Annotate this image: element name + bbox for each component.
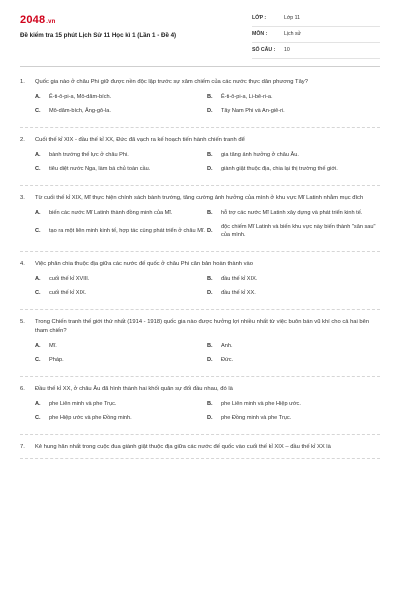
answer-options [35,342,380,364]
question-text [20,136,380,145]
question-item [20,318,380,377]
option-letter: A. [35,210,41,216]
info-row-subject [252,29,380,43]
info-label: MÔN : [252,31,268,37]
question-body: Trong Chiến tranh thế giới thứ nhất (1914 - 1918) quốc gia nào được hưởng lợi nhiều nhất từ việc buôn bán vũ khí cho cả hai bên tham chiến? [35,319,370,334]
option-letter: D. [207,290,213,296]
answer-row [35,275,380,283]
option-letter: A. [35,94,41,100]
option-letter: C. [35,108,41,114]
answer-row [35,400,380,408]
option-letter: B. [207,343,213,349]
option-letter: A. [35,401,41,407]
option-letter: C. [35,357,41,363]
question-item [20,136,380,186]
option-letter: A. [35,276,41,282]
option-text: tạo ra một liên minh kinh tế, hợp tác cùng phát triển ở châu Mĩ. [49,228,205,234]
info-value: Lớp 11 [284,15,300,21]
option-text: cuối thế kỉ XVIII. [49,276,90,282]
question-body: Từ cuối thế kỉ XIX, Mĩ thực hiện chính sách bành trướng, tăng cường ảnh hưởng của mình ở khu vực Mĩ Latinh nhằm mục đích [35,195,364,201]
question-text [20,78,380,87]
option-text: Pháp. [49,357,64,363]
answer-option[interactable] [35,223,207,239]
question-item [20,194,380,252]
option-letter: C. [35,166,41,172]
answer-option[interactable] [207,223,379,239]
answer-option[interactable] [207,107,379,115]
option-text: phe Liên minh và phe Trục. [49,401,117,407]
option-letter: C. [35,415,41,421]
site-logo[interactable] [20,14,56,26]
answer-option[interactable] [35,289,207,297]
answer-options [35,209,380,239]
question-number: 2. [20,137,25,143]
header [0,0,400,64]
answer-options [35,275,380,297]
answer-row [35,209,380,217]
option-letter: B. [207,276,213,282]
option-text: Anh. [221,343,233,349]
option-letter: D. [207,228,213,234]
question-text [20,194,380,203]
question-body: Việc phân chia thuộc địa giữa các nước đế quốc ở châu Phi căn bản hoàn thành vào [35,261,253,267]
option-text: biến các nước Mĩ Latinh thành đồng minh của Mĩ. [49,210,173,216]
answer-options [35,93,380,115]
answer-option[interactable] [35,400,207,408]
info-row-class [252,13,380,27]
question-number: 6. [20,386,25,392]
answer-option[interactable] [35,275,207,283]
answer-option[interactable] [207,342,379,350]
answer-option[interactable] [207,151,379,159]
question-text [20,318,380,336]
answer-option[interactable] [35,165,207,173]
option-text: hỗ trợ các nước Mĩ Latinh xây dựng và phát triển kinh tế. [221,210,363,216]
answer-options [35,400,380,422]
info-label: LỚP : [252,15,267,21]
answer-option[interactable] [207,209,379,217]
answer-row [35,356,380,364]
info-value: 10 [284,47,290,53]
option-text: Tây Nam Phi và An-giê-ri. [221,108,285,114]
option-letter: A. [35,152,41,158]
option-text: đầu thế kỉ XX. [221,290,256,296]
question-item [20,78,380,128]
option-text: phe Đồng minh và phe Trục. [221,415,292,421]
question-list [20,78,380,467]
option-letter: D. [207,108,213,114]
option-text: Mô-dăm-bích, Ăng-gô-la. [49,108,111,114]
info-value: Lịch sử [284,31,302,37]
option-text: giành giật thuộc địa, chia lại thị trường thế giới. [221,166,338,172]
question-text [20,385,380,394]
answer-option[interactable] [207,93,379,101]
logo-number: 2048 [20,14,46,26]
answer-row [35,289,380,297]
answer-option[interactable] [35,209,207,217]
answer-row [35,151,380,159]
info-row-question-count [252,45,380,59]
option-letter: D. [207,415,213,421]
option-text: Ê-ti-ô-pi-a, Mô-dăm-bích. [49,94,112,100]
option-letter: D. [207,357,213,363]
info-label: SỐ CÂU : [252,47,276,53]
option-text: Ê-ti-ô-pi-a, Li-bê-ri-a. [221,94,273,100]
option-text: phe Liên minh và phe Hiệp ước. [221,401,301,407]
option-text: độc chiếm Mĩ Latinh và biến khu vực này biến thành "sân sau" của mình. [221,224,376,238]
answer-option[interactable] [207,165,379,173]
option-letter: C. [35,228,41,234]
answer-option[interactable] [35,151,207,159]
option-text: gia tăng ảnh hưởng ở châu Âu. [221,152,299,158]
answer-row [35,223,380,239]
option-letter: D. [207,166,213,172]
question-body: Đầu thế kỉ XX, ở châu Âu đã hình thành hai khối quân sự đối đầu nhau, đó là [35,386,233,392]
question-number: 1. [20,79,25,85]
option-letter: B. [207,94,213,100]
question-body: Quốc gia nào ở châu Phi giữ được nền độc lập trước sự xâm chiếm của các nước thực dân phương Tây? [35,79,308,85]
question-text [20,443,380,452]
question-number: 7. [20,444,25,450]
answer-option[interactable] [35,93,207,101]
option-letter: B. [207,152,213,158]
option-letter: B. [207,210,213,216]
question-item [20,385,380,435]
answer-row [35,342,380,350]
page-title: Đề kiểm tra 15 phút Lịch Sử 11 Học kì 1 (Lần 1 - Đề 4) [20,32,177,39]
answer-row [35,93,380,101]
answer-option[interactable] [35,356,207,364]
option-text: đầu thế kỉ XIX. [221,276,258,282]
question-text [20,260,380,269]
option-letter: B. [207,401,213,407]
question-body: Kẻ hung hăn nhất trong cuộc đua giành giật thuộc địa giữa các nước đế quốc vào cuối thế kỉ XIX – đầu thế kỉ XX là [35,444,331,450]
answer-options [35,151,380,173]
answer-option[interactable] [35,342,207,350]
option-letter: A. [35,343,41,349]
answer-row [35,165,380,173]
answer-row [35,414,380,422]
question-number: 3. [20,195,25,201]
option-text: cuối thế kỉ XIX. [49,290,87,296]
option-text: Mĩ. [49,343,57,349]
option-text: phe Hiệp ước và phe Đồng minh. [49,415,132,421]
option-text: bành trướng thế lực ở châu Phi. [49,152,129,158]
question-number: 4. [20,261,25,267]
logo-suffix: .vn [46,19,56,25]
option-text: tiêu diệt nước Nga, làm bá chủ toàn cầu. [49,166,151,172]
answer-option[interactable] [207,289,379,297]
answer-row [35,107,380,115]
question-body: Cuối thế kỉ XIX - đầu thế kỉ XX, Đức đã vạch ra kế hoạch tiến hành chiến tranh để [35,137,245,143]
question-number: 5. [20,319,25,325]
question-item [20,260,380,310]
header-divider [20,66,380,67]
answer-option[interactable] [35,107,207,115]
answer-option[interactable] [35,414,207,422]
option-text: Đức. [221,357,234,363]
answer-option[interactable] [207,275,379,283]
answer-option[interactable] [207,356,379,364]
info-panel [252,13,380,61]
answer-option[interactable] [207,400,379,408]
option-letter: C. [35,290,41,296]
question-item [20,443,380,459]
answer-option[interactable] [207,414,379,422]
